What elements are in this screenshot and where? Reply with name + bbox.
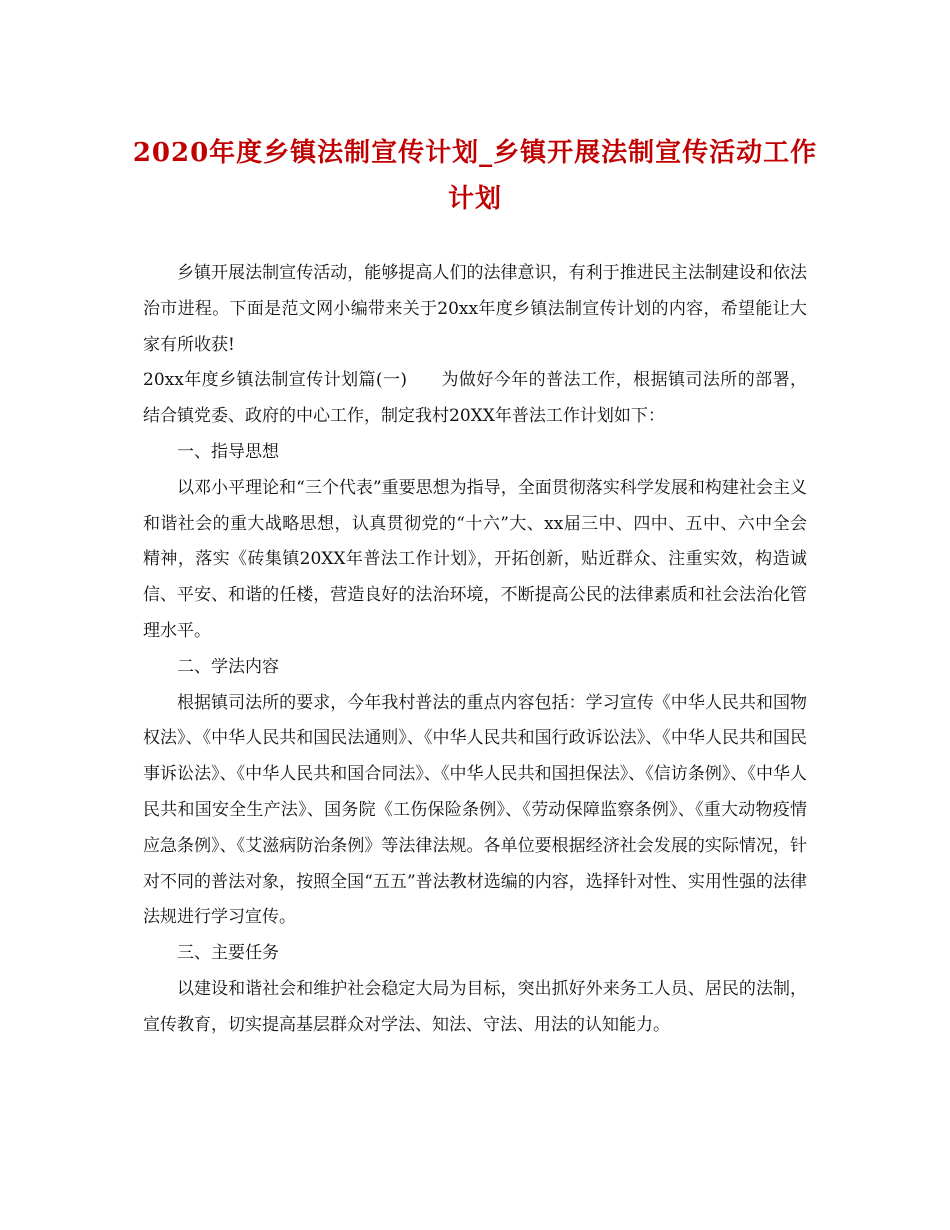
section-heading-main-tasks: 三、主要任务 [177,943,279,964]
section-heading-study-content: 二、学法内容 [177,656,279,677]
intro-paragraph: 乡镇开展法制宣传活动，能够提高人们的法律意识，有利于推进民主法制建设和依法治市进程。下面是范文网小编带来关于20xx年度乡镇法制宣传计划的内容，希望能让大家有所收获! [143,263,807,355]
section-main-tasks: 以建设和谐社会和维护社会稳定大局为目标，突出抓好外来务工人员、居民的法制，宣传教育，切实提高基层群众对学法、知法、守法、用法的认知能力。 [143,978,807,1035]
document-body [143,256,807,1044]
plan-intro-paragraph [143,363,807,435]
plan-label: 20xx年度乡镇法制宣传计划篇(一) [143,370,408,391]
section-study-content: 根据镇司法所的要求，今年我村普法的重点内容包括：学习宣传《中华人民共和国物权法》、《中华人民共和国民法通则》、《中华人民共和国行政诉讼法》、《中华人民共和国民事诉讼法》、《中华人民共和国合同法》、《中华人民共和国担保法》、《信访条例》、《中华人民共和国安全生产法》、国务院《工伤保险条例》、《劳动保障监察条例》、《重大动物疫情应急条例》、《艾滋病防治条例》等法律法规。各单位要根据经济社会发展的实际情况，针对不同的普法对象，按照全国“五五”普法教材选编的内容，选择针对性、实用性强的法律法规进行学习宣传。 [143,692,807,928]
section-guiding-thought: 以邓小平理论和“三个代表”重要思想为指导，全面贯彻落实科学发展和构建社会主义和谐社会的重大战略思想，认真贯彻党的“十六”大、xx届三中、四中、五中、六中全会精神，落实《砖集镇20XX年普法工作计划》，开拓创新，贴近群众、注重实效，构造诚信、平安、和谐的任楼，营造良好的法治环境，不断提高公民的法律素质和社会法治化管理水平。 [143,477,807,641]
plan-intro-text: 为做好今年的普法工作，根据镇司法所的部署，结合镇党委、政府的中心工作，制定我村20XX年普法工作计划如下： [143,370,807,427]
section-heading-guiding-thought: 一、指导思想 [177,441,279,462]
document-title: 2020年度乡镇法制宣传计划_乡镇开展法制宣传活动工作计划 [132,138,818,214]
